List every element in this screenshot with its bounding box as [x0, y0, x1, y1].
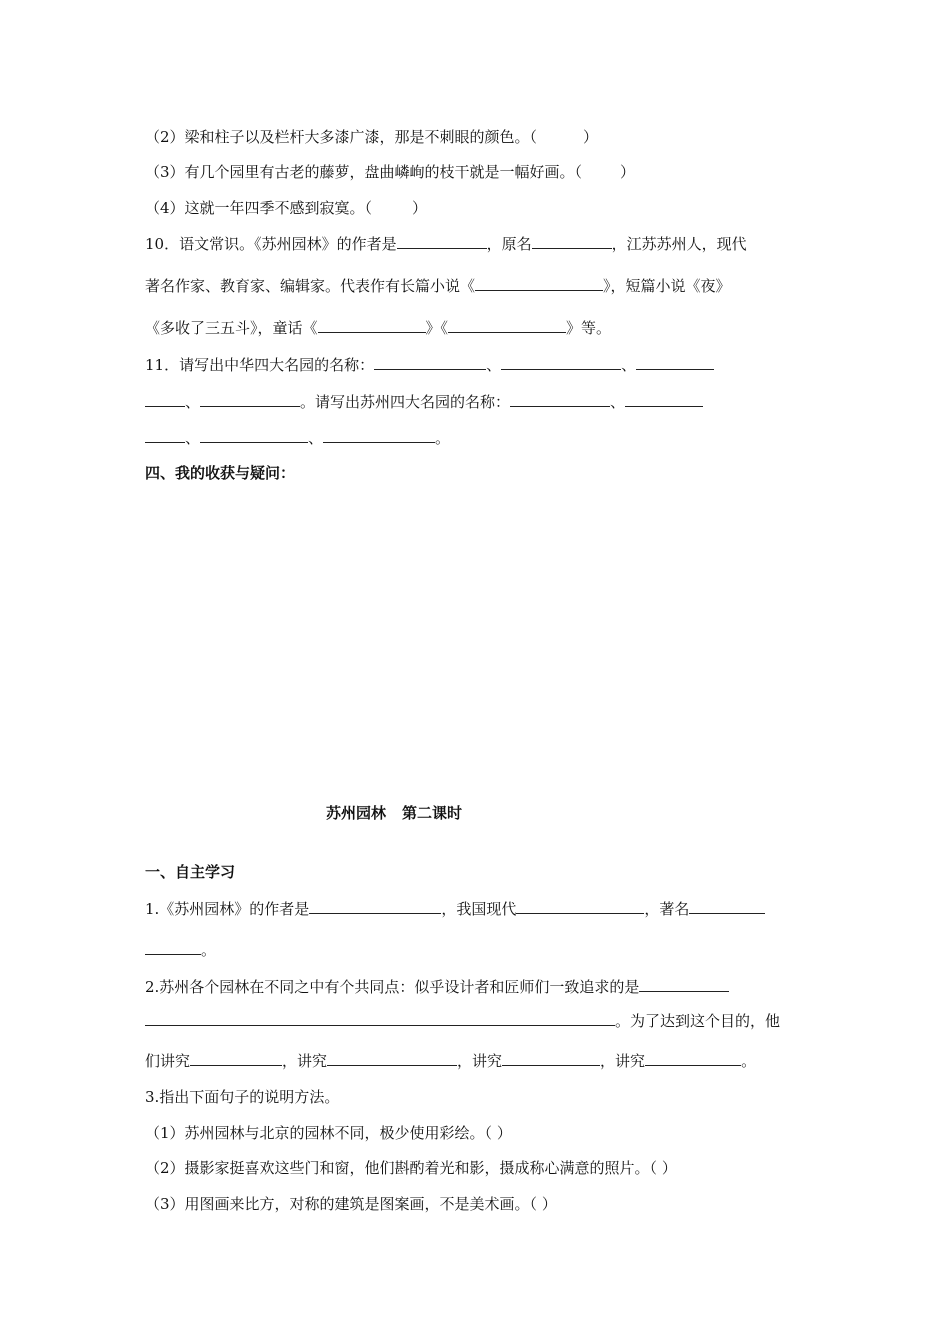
q10-line-3: 《多收了三五斗》，童话《 》《 》等。: [145, 319, 612, 337]
p2-q3-item-2: （2）摄影家挺喜欢这些门和窗，他们斟酌着光和影，摄成称心满意的照片。（ ）: [145, 1159, 677, 1177]
lesson-title: 苏州园林 第二课时: [326, 804, 463, 822]
p2-q3-item-1: （1）苏州园林与北京的园林不同，极少使用彩绘。（ ）: [145, 1124, 512, 1142]
q9-item-3: （3）有几个园里有古老的藤萝，盘曲嶙峋的枝干就是一幅好画。（ ）: [145, 163, 636, 181]
answer-blank[interactable]: [145, 428, 185, 443]
answer-blank[interactable]: [374, 355, 486, 370]
answer-blank[interactable]: [510, 392, 610, 407]
answer-blank[interactable]: [145, 392, 185, 407]
p2-q1-line-2: 。: [145, 940, 216, 960]
q11-line-1: 11．请写出中华四大名园的名称： 、 、: [145, 355, 714, 375]
q10-line-2: 著名作家、教育家、编辑家。代表作有长篇小说《 》，短篇小说《夜》: [145, 277, 731, 295]
answer-blank[interactable]: [516, 899, 644, 914]
answer-blank[interactable]: [145, 1011, 615, 1026]
q9-item-2: （2）梁和柱子以及栏杆大多漆广漆，那是不刺眼的颜色。（ ）: [145, 128, 599, 146]
answer-blank[interactable]: [200, 428, 308, 443]
p2-q1-line-1: 1.《苏州园林》的作者是 ，我国现代 ，著名: [145, 899, 765, 919]
answer-blank[interactable]: [532, 234, 612, 249]
answer-blank[interactable]: [200, 392, 300, 407]
q9-item-4: （4）这就一年四季不感到寂寞。（ ）: [145, 199, 428, 217]
answer-blank[interactable]: [625, 392, 703, 407]
answer-blank[interactable]: [636, 355, 714, 370]
p2-q2-line-3: 们讲究 ，讲究 ，讲究 ，讲究 。: [145, 1052, 757, 1070]
answer-blank[interactable]: [145, 940, 201, 955]
q10-line-1: 10．语文常识。《苏州园林》的作者是 ，原名 ，江苏苏州人，现代: [145, 235, 747, 253]
answer-blank[interactable]: [190, 1051, 282, 1066]
answer-blank[interactable]: [397, 234, 487, 249]
p2-q2-line-1: 2.苏州各个园林在不同之中有个共同点：似乎设计者和匠师们一致追求的是: [145, 977, 729, 997]
answer-blank[interactable]: [639, 977, 729, 992]
answer-blank[interactable]: [645, 1051, 741, 1066]
answer-blank[interactable]: [475, 276, 603, 291]
p2-q3-item-3: （3）用图画来比方，对称的建筑是图案画，不是美术画。（ ）: [145, 1195, 557, 1213]
answer-blank[interactable]: [501, 355, 621, 370]
answer-blank[interactable]: [327, 1051, 457, 1066]
q11-line-3: 、 、 。: [145, 428, 450, 448]
p2-q3-stem: 3.指出下面句子的说明方法。: [145, 1088, 340, 1106]
section-4-heading: 四、我的收获与疑问：: [145, 464, 296, 482]
q11-line-2: 、 。请写出苏州四大名园的名称： 、: [145, 392, 703, 412]
answer-blank[interactable]: [689, 899, 765, 914]
p2-q2-line-2: 。为了达到这个目的，他: [145, 1011, 780, 1031]
section-1-heading: 一、自主学习: [145, 863, 236, 881]
answer-blank[interactable]: [323, 428, 435, 443]
answer-blank[interactable]: [318, 318, 426, 333]
answer-blank[interactable]: [448, 318, 566, 333]
answer-blank[interactable]: [502, 1051, 600, 1066]
answer-blank[interactable]: [309, 899, 441, 914]
